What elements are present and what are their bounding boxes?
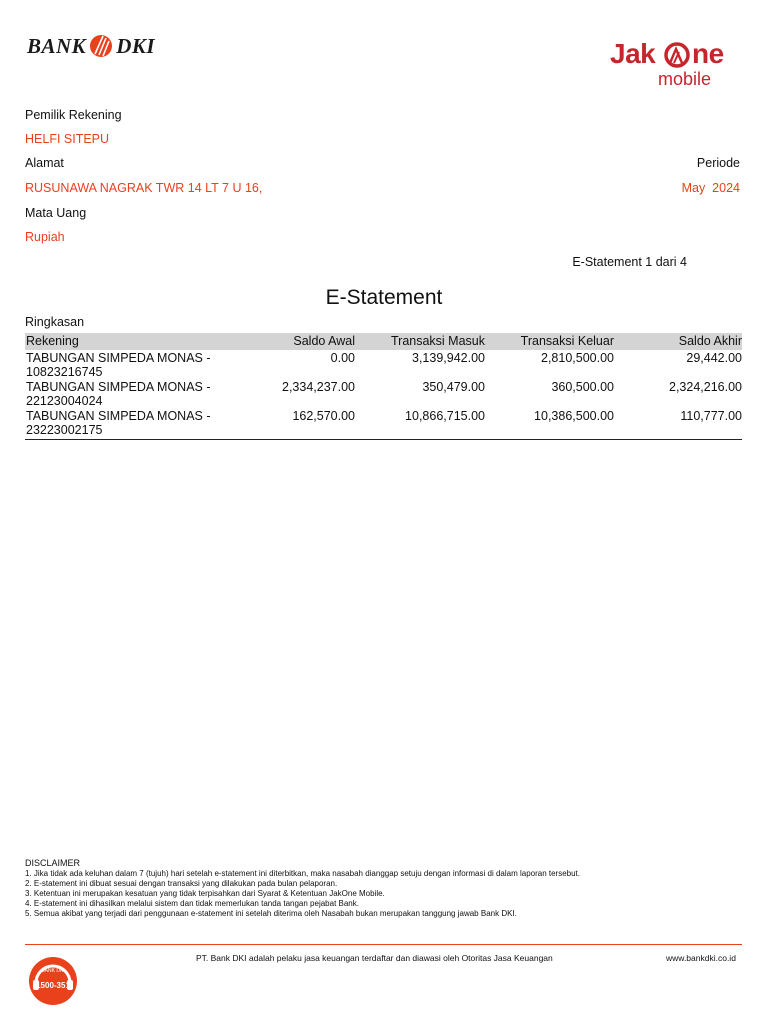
period-value: May 2024 [681, 181, 740, 195]
owner-value: HELFI SITEPU [25, 132, 110, 146]
bank-dki-mark-icon [88, 33, 114, 59]
jakone-logo-subtitle: mobile [658, 69, 712, 89]
disclaimer [25, 858, 725, 919]
disclaimer-item: 3. Ketentuan ini merupakan kesatuan yang tidak terpisahkan dari Syarat & Ketentuan JakOne Mobile. [25, 889, 385, 898]
account-name: TABUNGAN SIMPEDA MONAS - [26, 351, 211, 365]
saldo-awal-cell: 2,334,237.00 [282, 380, 355, 394]
saldo-awal-cell: 0.00 [330, 351, 355, 365]
saldo-akhir-cell: 2,324,216.00 [669, 380, 742, 394]
account-name: TABUNGAN SIMPEDA MONAS - [26, 380, 211, 394]
page-title: E-Statement [325, 286, 443, 309]
account-number: 22123004024 [26, 394, 103, 408]
transaksi-keluar-cell: 10,386,500.00 [485, 408, 614, 440]
period-label: Periode [696, 156, 740, 170]
page-info: E-Statement 1 dari 4 [572, 255, 687, 269]
hotline-badge-brand: BANK DKI [41, 968, 65, 974]
transaksi-masuk-cell: 10,866,715.00 [355, 408, 485, 440]
disclaimer-item: 4. E-statement ini dihasilkan melalui sistem dan tidak memerlukan tanda tangan pejabat Bank. [25, 899, 359, 908]
account-name: TABUNGAN SIMPEDA MONAS - [26, 409, 211, 423]
hotline-badge-number: 1500-351 [36, 981, 70, 990]
jakone-mobile-logo [608, 36, 738, 92]
account-cell [25, 350, 240, 379]
account-cell [25, 408, 240, 440]
column-header-saldo-akhir: Saldo Akhir [614, 333, 742, 350]
table-row [25, 379, 742, 408]
disclaimer-item: 1. Jika tidak ada keluhan dalam 7 (tujuh) hari setelah e-statement ini diterbitkan, maka nasabah dianggap setuju dengan informasi di dalam laporan tersebut. [25, 869, 581, 878]
footer-note: PT. Bank DKI adalah pelaku jasa keuangan terdaftar dan diawasi oleh Otoritas Jasa Keuangan [196, 953, 553, 963]
jakone-logo-right-word: ne [692, 38, 724, 69]
transaksi-keluar-cell: 360,500.00 [551, 380, 614, 394]
column-header-rekening: Rekening [25, 333, 240, 350]
account-number: 10823216745 [26, 365, 103, 379]
transaksi-masuk-cell: 3,139,942.00 [412, 351, 485, 365]
bank-logo-right-word: DKI [116, 33, 156, 58]
address-value: RUSUNAWA NAGRAK TWR 14 LT 7 U 16, [25, 181, 263, 195]
disclaimer-item: 2. E-statement ini dibuat sesuai dengan transaksi yang dilakukan pada bulan pelaporan. [25, 879, 338, 888]
bank-logo-left-word: BANK [27, 33, 87, 58]
saldo-awal-cell: 162,570.00 [240, 408, 355, 440]
column-header-transaksi-keluar: Transaksi Keluar [485, 333, 614, 350]
transaksi-keluar-cell: 2,810,500.00 [541, 351, 614, 365]
table-row [25, 350, 742, 379]
summary-table [25, 333, 742, 440]
account-number: 23223002175 [26, 423, 103, 437]
summary-header-row [25, 333, 742, 350]
jakone-o-icon [663, 42, 691, 68]
footer-website-link[interactable]: www.bankdki.co.id [666, 953, 736, 963]
account-cell [25, 379, 240, 408]
column-header-saldo-awal: Saldo Awal [240, 333, 355, 350]
disclaimer-item: 5. Semua akibat yang terjadi dari penggunaan e-statement ini setelah diterima oleh Nasabah bukan merupakan tanggung jawab Bank DKI. [25, 909, 517, 918]
transaksi-masuk-cell: 350,479.00 [422, 380, 485, 394]
address-label: Alamat [25, 156, 64, 170]
owner-label: Pemilik Rekening [25, 108, 122, 122]
summary-label: Ringkasan [25, 315, 85, 329]
saldo-akhir-cell: 110,777.00 [614, 408, 742, 440]
column-header-transaksi-masuk: Transaksi Masuk [355, 333, 485, 350]
footer-divider [25, 944, 742, 945]
saldo-akhir-cell: 29,442.00 [686, 351, 742, 365]
jakone-logo-left-word: Jak [610, 38, 656, 69]
disclaimer-title: DISCLAIMER [25, 858, 81, 868]
currency-value: Rupiah [25, 230, 65, 244]
hotline-headset-icon [26, 953, 80, 1007]
currency-label: Mata Uang [25, 206, 87, 220]
bank-dki-logo [27, 31, 155, 61]
table-row [25, 408, 742, 440]
